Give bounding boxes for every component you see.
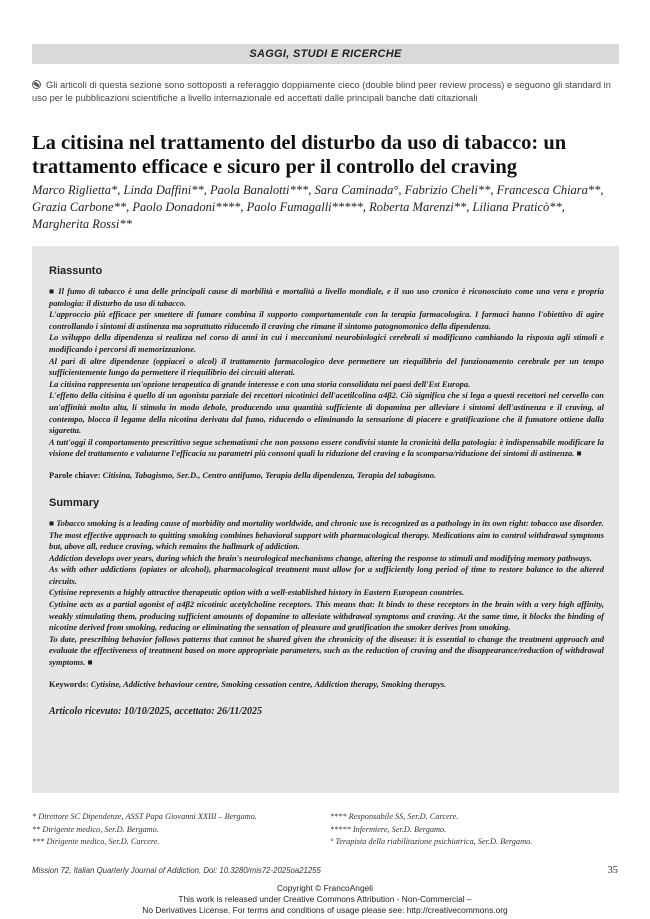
affiliation: *** Dirigente medico, Ser.D. Carcere. <box>32 837 160 846</box>
summary-keywords <box>49 678 604 690</box>
summary-heading: Summary <box>49 496 100 509</box>
section-band: SAGGI, STUDI E RICERCHE <box>32 44 619 64</box>
license-notice <box>0 883 650 916</box>
summary-paragraph: As with other addictions (opiates or alcohol), pharmacological treatment must allow for a sufficiently long period of time to restore balance to the altered circuits. <box>49 564 604 586</box>
peer-review-icon <box>32 80 41 89</box>
riassunto-paragraph: Lo sviluppo della dipendenza si realizza nel corso di anni in cui i meccanismi neurobiologici cerebrali si modificano cambiando la risposta agli stimoli e modificando i percorsi di memorizzazione. <box>49 332 604 354</box>
affiliation: **** Responsabile SS, Ser.D. Carcere. <box>330 812 459 821</box>
license-line: No Derivatives License. For terms and conditions of usage please see: http://creativecommons.org <box>142 905 508 915</box>
summary-paragraph: The most effective approach to quitting smoking combines behavioral support with pharmacological therapy. Medications aim to control withdrawal symptoms but, above all, reduce craving, which remains the hallmark of addiction. <box>49 529 604 552</box>
license-line: Copyright © FrancoAngeli <box>276 883 373 893</box>
affiliations-left <box>32 811 322 849</box>
keywords-label: Keywords: <box>49 678 89 689</box>
peer-review-note <box>32 79 622 105</box>
summary-paragraph: Cytisine acts as a partial agonist of α4β2 nicotinic acetylcholine receptors. This means that: It binds to these receptors in the brain with a very high affinity, weakly stimulating them, producing sufficient amounts of dopamine to alleviate withdrawal symptoms and craving. At the same time, it blocks the binding of nicotine derived from smoking, reducing or eliminating the sensation of pleasure and gratification the smoker derives from smoking. <box>49 599 604 633</box>
abstract-box <box>32 246 619 793</box>
summary-paragraph: Cytisine represents a highly attractive therapeutic option with a well-established history in Eastern European countries. <box>49 587 465 598</box>
summary-paragraph: ■ Tobacco smoking is a leading cause of morbidity and mortality worldwide, and chronic use is recognized as a pathology in its own right: tobacco use disorder. <box>49 517 604 528</box>
riassunto-heading: Riassunto <box>49 265 103 277</box>
keywords-values: Cytisine, Addictive behaviour centre, Smoking cessation centre, Addiction therapy, Smoking therapys. <box>90 678 447 689</box>
affiliation: ** Dirigente medico, Ser.D. Bergamo. <box>32 824 159 834</box>
affiliation: ***** Infermiere, Ser.D. Bergamo. <box>330 824 447 834</box>
abstract-content <box>49 265 604 717</box>
bullet-square-icon: ■ <box>49 286 56 296</box>
page-number: 35 <box>607 865 618 876</box>
keywords-label: Parole chiave: <box>49 469 101 480</box>
keywords-values: Citisina, Tabagismo, Ser.D., Centro antifumo, Terapia della dipendenza, Terapia del tabagismo. <box>102 469 437 480</box>
affiliation: ° Terapista della riabilitazione psichiatrica, Ser.D. Bergamo. <box>330 837 533 846</box>
end-square-icon: ■ <box>87 657 93 668</box>
author-list: Marco Riglietta*, Linda Daffini**, Paola Banalotti***, Sara Caminada°, Fabrizio Cheli**, Francesca Chiara**, Grazia Carbone**, Paolo Donadoni****, Paolo Fumagalli*****, Roberta Marenzi**, Liliana Praticò**, Margherita Rossi** <box>32 183 604 231</box>
article-title: La citisina nel trattamento del disturbo da uso di tabacco: un trattamento efficace e sicuro per il controllo del craving <box>32 132 567 178</box>
journal-footer <box>32 866 618 875</box>
riassunto-text <box>49 286 604 460</box>
riassunto-paragraph: La citisina rappresenta un'opzione terapeutica di grande interesse e con una storia consolidata nei paesi dell'Est Europa. <box>49 378 471 389</box>
end-square-icon: ■ <box>576 448 582 459</box>
affiliation: * Direttore SC Dipendenze, ASST Papa Giovanni XXIII – Bergamo. <box>32 812 257 821</box>
riassunto-paragraph: ■ Il fumo di tabacco è una delle principali cause di morbilità e mortalità a livello mondiale, e il suo uso cronico è riconosciuto come una vera e propria patologia: il disturbo da uso di tabacco. <box>49 286 604 308</box>
summary-text <box>49 518 604 669</box>
license-line: This work is released under Creative Commons Attribution - Non-Commercial – <box>178 894 472 904</box>
peer-review-text: Gli articoli di questa sezione sono sottoposti a referaggio doppiamente cieco (double blind peer review process) e seguono gli standard in uso per le pubblicazioni scientifiche a livello internazionale ed accettati dalle principali banche dati citazionali <box>32 80 611 103</box>
riassunto-paragraph: L'effetto della citisina è quello di un agonista parziale dei recettori nicotinici dell'acetilcolina α4β2. Ciò significa che si lega a questi recettori nel cervello con un'affinità molto alta, li stimola in modo debole, producendo una quantità sufficiente di dopamina per alleviare i sintomi dell'astinenza e il craving, al contempo, blocca il legame della nicotina derivata dal fumo, riducendo o eliminando la sensazione di piacere e gratificazione che il fumatore ottiene dalla sigaretta. <box>49 390 604 436</box>
summary-paragraph: To date, prescribing behavior follows patterns that cannot be shared given the chronicity of the disease: it is essential to change the treatment approach and evaluate the effectiveness of treatment based on more appropriate parameters, such as the reduction of craving and the disappearance/reduction of withdrawal symptoms. ■ <box>49 633 604 668</box>
affiliations-right <box>330 811 620 849</box>
riassunto-paragraph: Al pari di altre dipendenze (oppiacei o alcol) il trattamento farmacologico deve permettere un riequilibrio del funzionamento cerebrale per un tempo sufficientemente lungo da permettere il riequilibrio dei circuiti alterati. <box>49 355 604 378</box>
riassunto-paragraph: L'approccio più efficace per smettere di fumare combina il supporto comportamentale con la terapia farmacologica. I farmaci hanno l'obiettivo di agire controllando i sintomi di astinenza ma soprattutto riducendo il craving che rimane il sintomo patognomonico della dipendenza. <box>49 309 604 331</box>
summary-paragraph: Addiction develops over years, during which the brain's neurological mechanisms change, altering the response to stimuli and modifying memory pathways. <box>49 552 592 563</box>
received-dates: Articolo ricevuto: 10/10/2025, accettato: 26/11/2025 <box>49 705 263 717</box>
bullet-square-icon: ■ <box>49 517 55 528</box>
riassunto-paragraph: A tutt'oggi il comportamento prescrittivo segue schematismi che non possono essere condivisi stante la cronicità della patologia: è indispensabile modificare la visione del trattamento e valutarne l'efficacia su parametri più consoni quali la riduzione del craving e la scomparsa/riduzione dei sintomi di astinenza. ■ <box>49 436 604 459</box>
riassunto-keywords <box>49 469 604 481</box>
journal-citation: Mission 72, Italian Quarterly Journal of Addiction, Doi: 10.3280/mis72-2025oa21255 <box>32 866 321 875</box>
